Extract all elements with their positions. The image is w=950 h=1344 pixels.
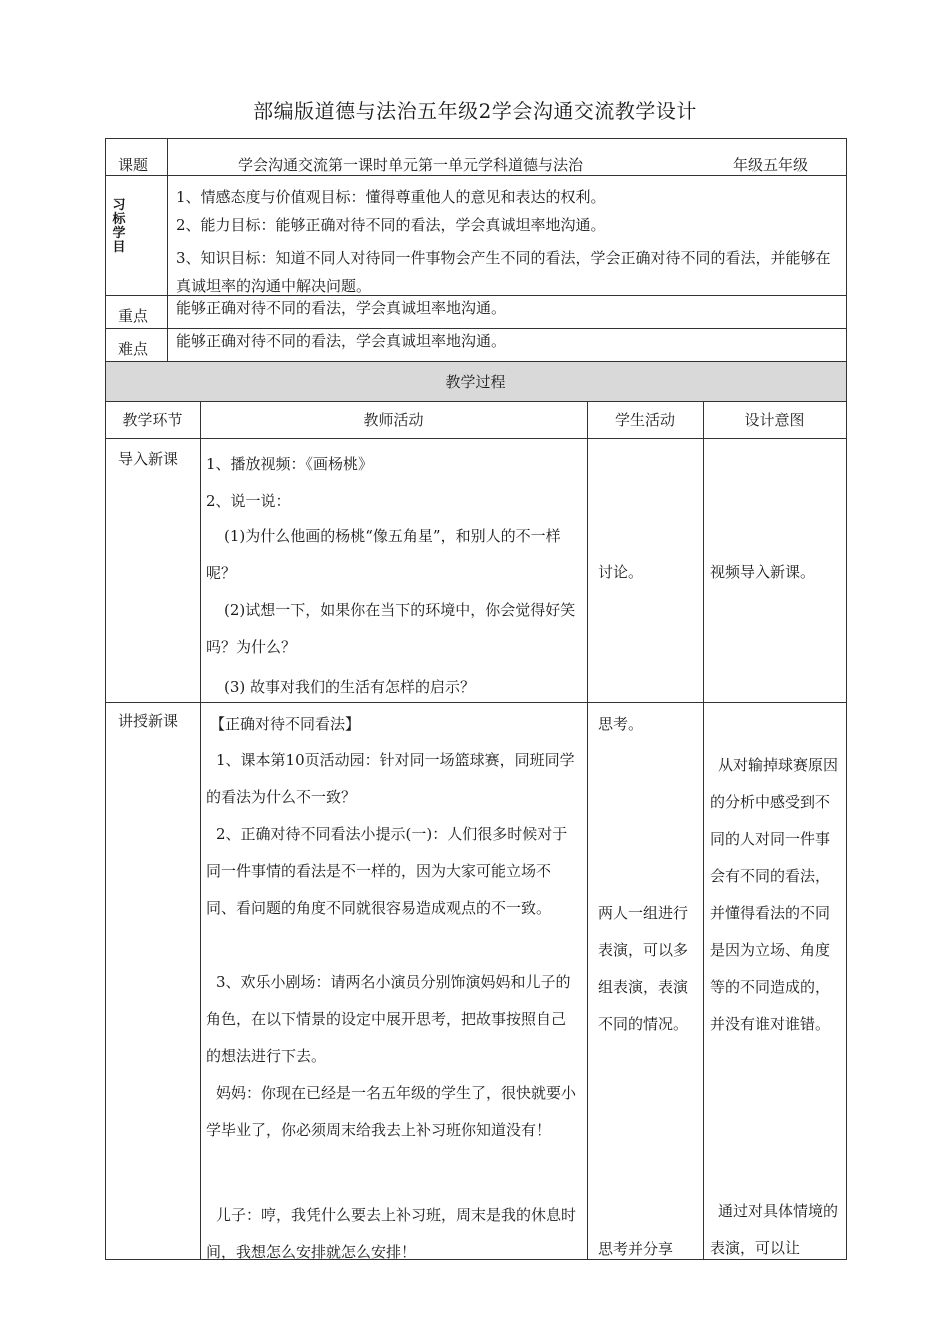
objectives-label-char: 习 (112, 198, 126, 213)
column-header: 学生活动 (614, 411, 675, 429)
teacher-activity: 1、播放视频：《画杨桃》 (206, 455, 374, 473)
column-header: 设计意图 (744, 411, 805, 429)
teacher-activity: 2、正确对待不同看法小提示(一)：人们很多时候对于同一件事情的看法是不一样的，因为大家可能立场不同、看问题的角度不同就很容易造成观点的不一致。 (206, 825, 568, 917)
difficulty-value: 能够正确对待不同的看法，学会真诚坦率地沟通。 (176, 332, 507, 350)
key-point-label: 重点 (118, 307, 149, 325)
objective-item: 2、能力目标：能够正确对待不同的看法，学会真诚坦率地沟通。 (176, 216, 606, 234)
student-activity: 思考。 (598, 715, 644, 733)
stage-label: 讲授新课 (118, 712, 179, 730)
column-header: 教学环节 (122, 411, 183, 429)
teacher-activity: 【正确对待不同看法】 (210, 715, 361, 733)
document-title: 部编版道德与法治五年级2学会沟通交流教学设计 (253, 99, 697, 123)
column-header: 教师活动 (363, 411, 424, 429)
grade-value: 年级五年级 (733, 156, 809, 174)
teacher-activity: (2)试想一下，如果你在当下的环境中，你会觉得好笑吗？为什么？ (206, 601, 576, 656)
objective-item: 3、知识目标：知道不同人对待同一件事物会产生不同的看法，学会正确对待不同的看法，并能够在真诚坦率的沟通中解决问题。 (176, 249, 831, 295)
objectives-label-char: 学 (112, 226, 126, 241)
design-intent: 通过对具体情境的表演，可以让 (710, 1202, 839, 1257)
student-activity: 两人一组进行表演，可以多组表演，表演不同的情况。 (598, 904, 689, 1033)
objective-item: 1、情感态度与价值观目标：懂得尊重他人的意见和表达的权利。 (176, 188, 606, 206)
difficulty-label: 难点 (118, 340, 149, 358)
process-heading: 教学过程 (445, 373, 506, 391)
student-activity: 思考并分享 (598, 1240, 674, 1258)
teacher-activity: 1、课本第10页活动园：针对同一场篮球赛，同班同学的看法为什么不一致？ (206, 751, 575, 806)
teacher-activity: 2、说一说： (206, 492, 291, 510)
key-point-value: 能够正确对待不同的看法，学会真诚坦率地沟通。 (176, 299, 507, 317)
teacher-activity: 儿子：哼，我凭什么要去上补习班，周末是我的休息时间，我想怎么安排就怎么安排！ (206, 1206, 577, 1261)
topic-value: 学会沟通交流第一课时单元第一单元学科道德与法治 (238, 156, 584, 174)
teacher-activity: 妈妈：你现在已经是一名五年级的学生了，很快就要小学毕业了，你必须周末给我去上补习班你知道没有！ (206, 1084, 577, 1139)
teacher-activity: (3) 故事对我们的生活有怎样的启示？ (224, 678, 476, 696)
objectives-label-char: 目 (112, 240, 126, 255)
stage-label: 导入新课 (118, 450, 179, 468)
teacher-activity: 3、欢乐小剧场：请两名小演员分别饰演妈妈和儿子的角色，在以下情景的设定中展开思考，把故事按照自己的想法进行下去。 (206, 973, 571, 1065)
objectives-label-char: 标 (112, 212, 126, 227)
teacher-activity: (1)为什么他画的杨桃“像五角星”，和别人的不一样呢？ (206, 527, 561, 582)
topic-label: 课题 (118, 156, 149, 174)
design-intent: 从对输掉球赛原因的分析中感受到不同的人对同一件事会有不同的看法，并懂得看法的不同是因为立场、角度等的不同造成的，并没有谁对谁错。 (710, 756, 839, 1033)
student-activity: 讨论。 (598, 563, 644, 581)
design-intent: 视频导入新课。 (710, 563, 816, 581)
